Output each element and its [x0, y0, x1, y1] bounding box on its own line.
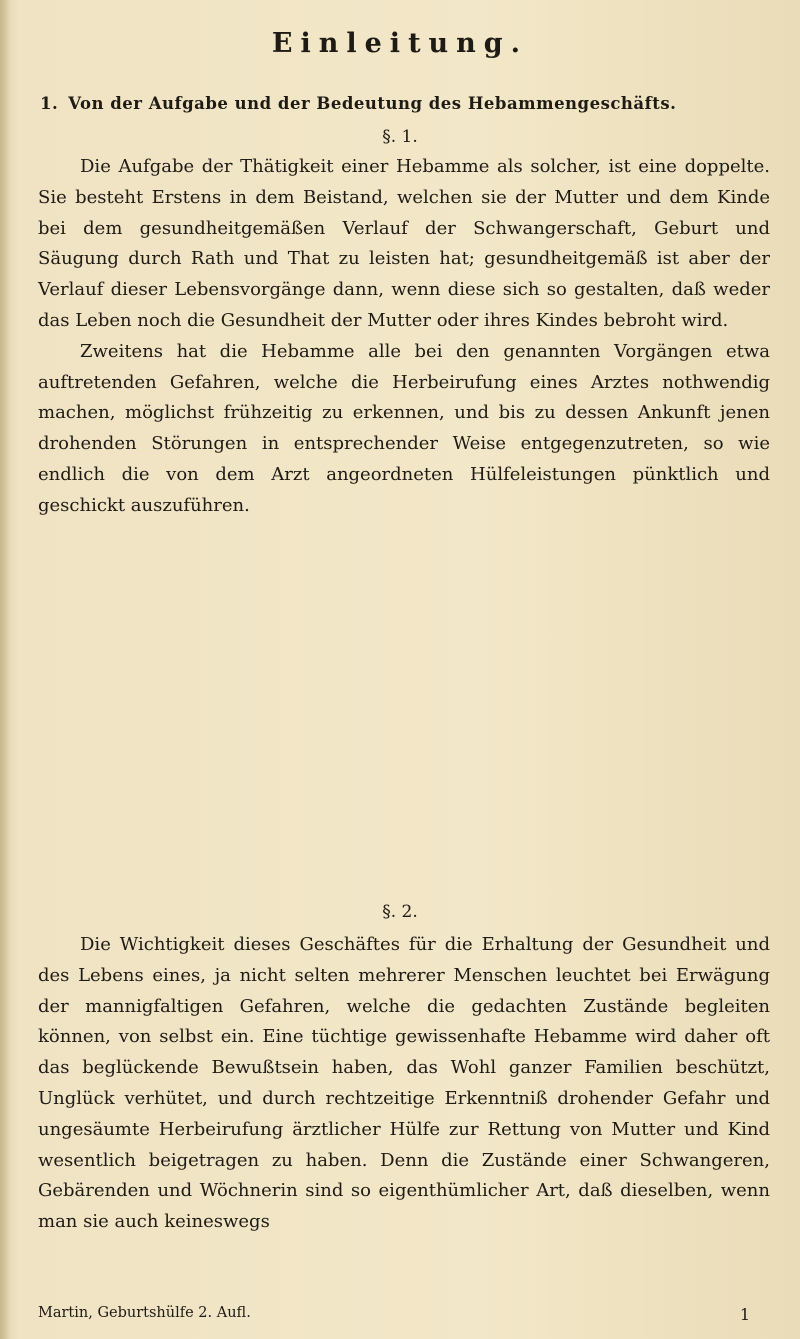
section-label-1: §. 1. [382, 127, 418, 147]
footer-imprint: Martin, Geburtshülfe 2. Aufl. [38, 1305, 251, 1321]
paragraph: Die Aufgabe der Thätigkeit einer Hebamme als solcher, ist eine doppelte. Sie besteht Erstens in dem Beistand, welchen sie der Mutter und dem Kinde bei dem gesundheitgemäßen Verlauf der Schwangerschaft, Geburt und Säugung durch Rath und That zu leisten hat; gesundheitgemäß ist aber der Verlauf dieser Lebensvorgänge dann, wenn diese sich so gestalten, daß weder das Leben noch die Gesundheit der Mutter oder ihres Kindes bebroht wird. [38, 156, 770, 331]
chapter-title: Von der Aufgabe und der Bedeutung des Hebammengeschäfts. [68, 94, 677, 113]
section-1-body [38, 152, 770, 522]
section-2-body [38, 930, 770, 1238]
page-edge-shadow [0, 0, 10, 1339]
page-footer [38, 1305, 770, 1324]
page-title: Einleitung. [271, 28, 529, 59]
paragraph: Die Wichtigkeit dieses Geschäftes für die Erhaltung der Gesundheit und des Lebens eines, ja nicht selten mehrerer Menschen leuchtet bei Erwägung der mannigfaltigen Gefahren, welche die gedachten Zustände begleiten können, von selbst ein. Eine tüchtige gewissenhafte Hebamme wird daher oft das beglückende Bewußtsein haben, das Wohl ganzer Familien beschützt, Unglück verhütet, und durch rechtzeitige Erkenntniß drohender Gefahr und ungesäumte Herbeirufung ärztlicher Hülfe zur Rettung von Mutter und Kind wesentlich beigetragen zu haben. Denn die Zustände einer Schwangeren, Gebärenden und Wöchnerin sind so eigenthümlicher Art, daß dieselben, wenn man sie auch keineswegs [38, 934, 770, 1233]
section-label-2: §. 2. [382, 902, 418, 922]
chapter-number: 1. [40, 94, 59, 113]
signature-mark: 1 [739, 1305, 750, 1324]
chapter-heading [40, 94, 780, 113]
paragraph: Zweitens hat die Hebamme alle bei den genannten Vorgängen etwa auftretenden Gefahren, welche die Herbeirufung eines Arztes nothwendig machen, möglichst frühzeitig zu erkennen, und bis zu dessen Ankunft jenen drohenden Störungen in entsprechender Weise entgegenzutreten, so wie endlich die von dem Arzt angeordneten Hülfeleistungen pünktlich und geschickt auszuführen. [38, 340, 770, 516]
